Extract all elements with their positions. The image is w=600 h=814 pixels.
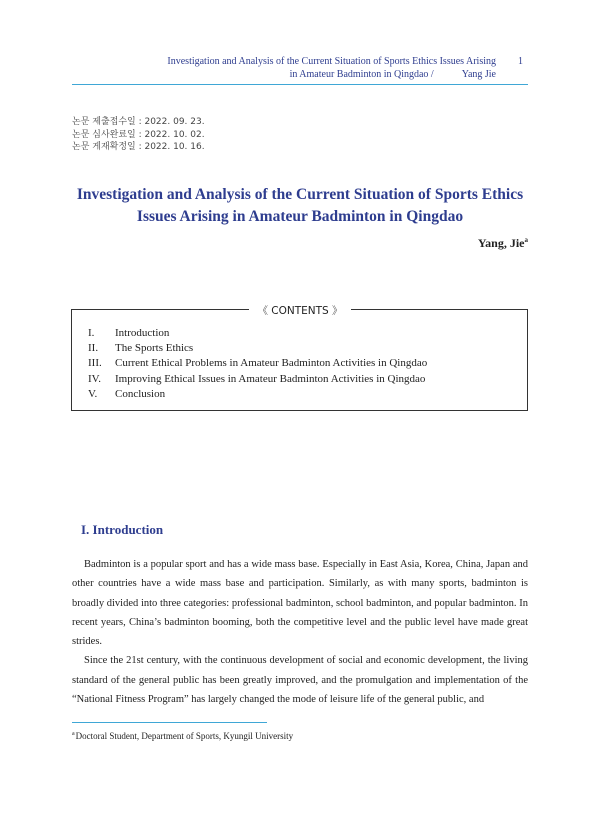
- table-of-contents: [88, 326, 518, 402]
- date-reviewed: 논문 심사완료일 : 2022. 10. 02.: [72, 129, 205, 140]
- toc-number: V.: [88, 387, 98, 400]
- header-rule: [72, 84, 528, 85]
- paper-title-line1: Investigation and Analysis of the Current Situation of Sports Ethics: [76, 186, 524, 203]
- toc-number: I.: [88, 327, 95, 339]
- paragraph: Since the 21st century, with the continuous development of social and economic development, the living standard of the general public has been greatly improved, and the promulgation and implementation of the “National Fitness Program” has largely changed the mode of leisure life of the general public, and: [72, 655, 528, 706]
- contents-label: 《 CONTENTS 》: [249, 305, 350, 317]
- toc-item[interactable]: [88, 341, 518, 356]
- running-header-title-cont: in Amateur Badminton in Qingdao /: [289, 68, 434, 80]
- toc-item[interactable]: [88, 372, 518, 387]
- author-affiliation-mark: a: [524, 236, 528, 244]
- toc-item[interactable]: [88, 356, 518, 371]
- submission-dates: [72, 116, 205, 154]
- toc-item[interactable]: [88, 326, 518, 341]
- footnote-rule: [72, 722, 267, 723]
- paragraph: Badminton is a popular sport and has a wide mass base. Especially in East Asia, Korea, China, Japan and other countries have a wide mass base and participation. Similarly, as with many sports, badminton is broadly divided into three categories: professional badminton, school badminton, and popular badminton. In recent years, China’s badminton booming, both the competitive level and the public level have made great strides.: [72, 559, 528, 648]
- footnote-mark: a: [72, 731, 75, 737]
- paper-title-line2: Issues Arising in Amateur Badminton in Qingdao: [136, 208, 464, 225]
- toc-item[interactable]: [88, 387, 518, 402]
- page-number: 1: [518, 56, 523, 67]
- toc-text: Introduction: [115, 327, 170, 339]
- toc-text: Current Ethical Problems in Amateur Badminton Activities in Qingdao: [115, 357, 428, 370]
- footnote: [72, 731, 293, 741]
- running-header: [60, 56, 528, 81]
- toc-number: III.: [88, 357, 102, 370]
- date-submitted: 논문 제출접수일 : 2022. 09. 23.: [72, 117, 205, 127]
- toc-text: Conclusion: [115, 387, 166, 400]
- body-text: [72, 555, 528, 709]
- toc-number: II.: [88, 342, 99, 355]
- paper-title: [72, 184, 528, 228]
- running-header-line2: [60, 69, 528, 82]
- section-heading: I. Introduction: [81, 522, 164, 537]
- running-header-author: Yang Jie: [461, 68, 496, 80]
- toc-text: The Sports Ethics: [115, 342, 194, 355]
- author: [478, 236, 528, 251]
- contents-label-wrap: [0, 301, 600, 319]
- author-name: Yang, Jie: [477, 236, 525, 250]
- date-accepted: 논문 게재확정일 : 2022. 10. 16.: [72, 142, 205, 152]
- toc-number: IV.: [88, 372, 101, 385]
- toc-text: Improving Ethical Issues in Amateur Badminton Activities in Qingdao: [115, 372, 426, 385]
- running-header-title: Investigation and Analysis of the Current Situation of Sports Ethics Issues Arising: [167, 56, 496, 67]
- footnote-text: Doctoral Student, Department of Sports, Kyungil University: [75, 731, 294, 741]
